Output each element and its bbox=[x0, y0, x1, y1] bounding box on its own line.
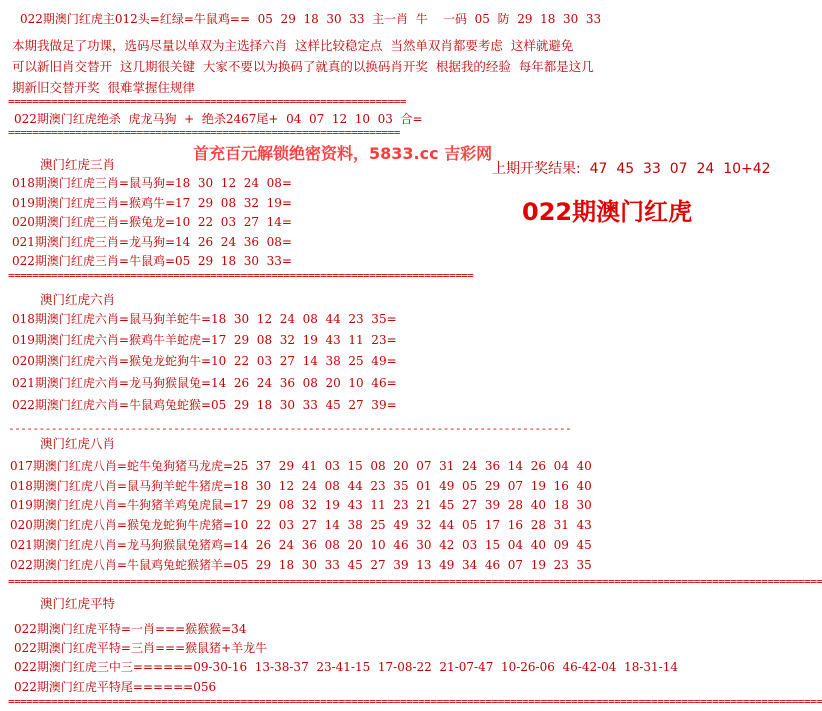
special-row: 022期澳门红虎三中三======09-30-16 13-38-37 23-41-15 17-08-22 21-07-47 10-26-06 46-42-04 18-31-14 bbox=[14, 660, 678, 674]
header-line: 022期澳门红虎主012头=红绿=牛鼠鸡== 05 29 18 30 33 主一肖 牛 一码 05 防 29 18 30 33 bbox=[20, 12, 602, 26]
separator-line: ================================================================= bbox=[8, 95, 406, 108]
six-row: 019期澳门红虎六肖=猴鸡牛羊蛇虎=17 29 08 32 19 43 11 23= bbox=[12, 333, 397, 347]
eight-row: 022期澳门红虎八肖=牛鼠鸡兔蛇猴猪羊=05 29 18 30 33 45 27 39 13 49 34 46 07 19 23 35 bbox=[10, 558, 592, 572]
three-row: 020期澳门红虎三肖=猴兔龙=10 22 03 27 14= bbox=[12, 215, 292, 229]
kill-line: 022期澳门红虎绝杀 虎龙马狗 + 绝杀2467尾+ 04 07 12 10 03 合= bbox=[14, 112, 423, 126]
eight-row: 020期澳门红虎八肖=猴兔龙蛇狗牛虎猪=10 22 03 27 14 38 25 49 32 44 05 17 16 28 31 43 bbox=[10, 518, 592, 532]
separator-line: ===================================================================================================================================== bbox=[8, 575, 822, 588]
six-row: 020期澳门红虎六肖=猴兔龙蛇狗牛=10 22 03 27 14 38 25 49= bbox=[12, 354, 397, 368]
intro-line-1: 本期我做足了功课，选码尽量以单双为主选择六肖 这样比较稳定点 当然单双肖都要考虑 这样就避免 bbox=[12, 38, 574, 53]
intro-line-3: 期新旧交替开奖 很难掌握住规律 bbox=[12, 80, 195, 95]
eight-row: 017期澳门红虎八肖=蛇牛兔狗猪马龙虎=25 37 29 41 03 15 08 20 07 31 24 36 14 26 04 40 bbox=[10, 459, 592, 473]
eight-row: 021期澳门红虎八肖=龙马狗猴鼠兔猪鸡=14 26 24 36 08 20 10 46 30 42 03 15 04 40 09 45 bbox=[10, 538, 592, 552]
special-row: 022期澳门红虎平特=一肖===猴猴猴=34 bbox=[14, 622, 247, 636]
last-draw-result: 上期开奖结果: 47 45 33 07 24 10+42 bbox=[492, 161, 771, 177]
section-title-eight: 澳门红虎八肖 bbox=[40, 436, 116, 451]
six-row: 022期澳门红虎六肖=牛鼠鸡兔蛇猴=05 29 18 30 33 45 27 39= bbox=[12, 398, 397, 412]
eight-row: 019期澳门红虎八肖=牛狗猪羊鸡兔虎鼠=17 29 08 32 19 43 11 23 21 45 27 39 28 40 18 30 bbox=[10, 498, 592, 512]
special-row: 022期澳门红虎平特=三肖===猴鼠猪+羊龙牛 bbox=[14, 641, 268, 655]
three-row: 021期澳门红虎三肖=龙马狗=14 26 24 36 08= bbox=[12, 235, 292, 249]
three-row: 019期澳门红虎三肖=猴鸡牛=17 29 08 32 19= bbox=[12, 196, 292, 210]
three-row: 022期澳门红虎三肖=牛鼠鸡=05 29 18 30 33= bbox=[12, 254, 292, 268]
section-title-special: 澳门红虎平特 bbox=[40, 596, 116, 611]
section-title-three: 澳门红虎三肖 bbox=[40, 157, 116, 172]
eight-row: 018期澳门红虎八肖=鼠马狗羊蛇牛猪虎=18 30 12 24 08 44 23 35 01 49 05 29 07 19 16 40 bbox=[10, 479, 592, 493]
three-row: 018期澳门红虎三肖=鼠马狗=18 30 12 24 08= bbox=[12, 176, 292, 190]
section-title-six: 澳门红虎六肖 bbox=[40, 292, 116, 307]
six-row: 018期澳门红虎六肖=鼠马狗羊蛇牛=18 30 12 24 08 44 23 35= bbox=[12, 312, 397, 326]
separator-line: -------------------------------------------------------------------------------------------- bbox=[8, 422, 572, 435]
issue-big-title: 022期澳门红虎 bbox=[522, 198, 693, 226]
special-row: 022期澳门红虎平特尾======056 bbox=[14, 680, 217, 694]
watermark-text: 首充百元解锁绝密资料，5833.cc 吉彩网 bbox=[193, 144, 493, 163]
intro-line-2: 可以新旧肖交替开 这几期很关键 大家不要以为换码了就真的以换码肖开奖 根据我的经验 每年都是这几 bbox=[12, 59, 594, 74]
separator-line: ===================================================================================================================================== bbox=[8, 695, 822, 708]
six-row: 021期澳门红虎六肖=龙马狗猴鼠兔=14 26 24 36 08 20 10 46= bbox=[12, 376, 397, 390]
separator-line: ================================================================ bbox=[8, 126, 400, 139]
separator-line: ============================================================================ bbox=[8, 269, 474, 282]
